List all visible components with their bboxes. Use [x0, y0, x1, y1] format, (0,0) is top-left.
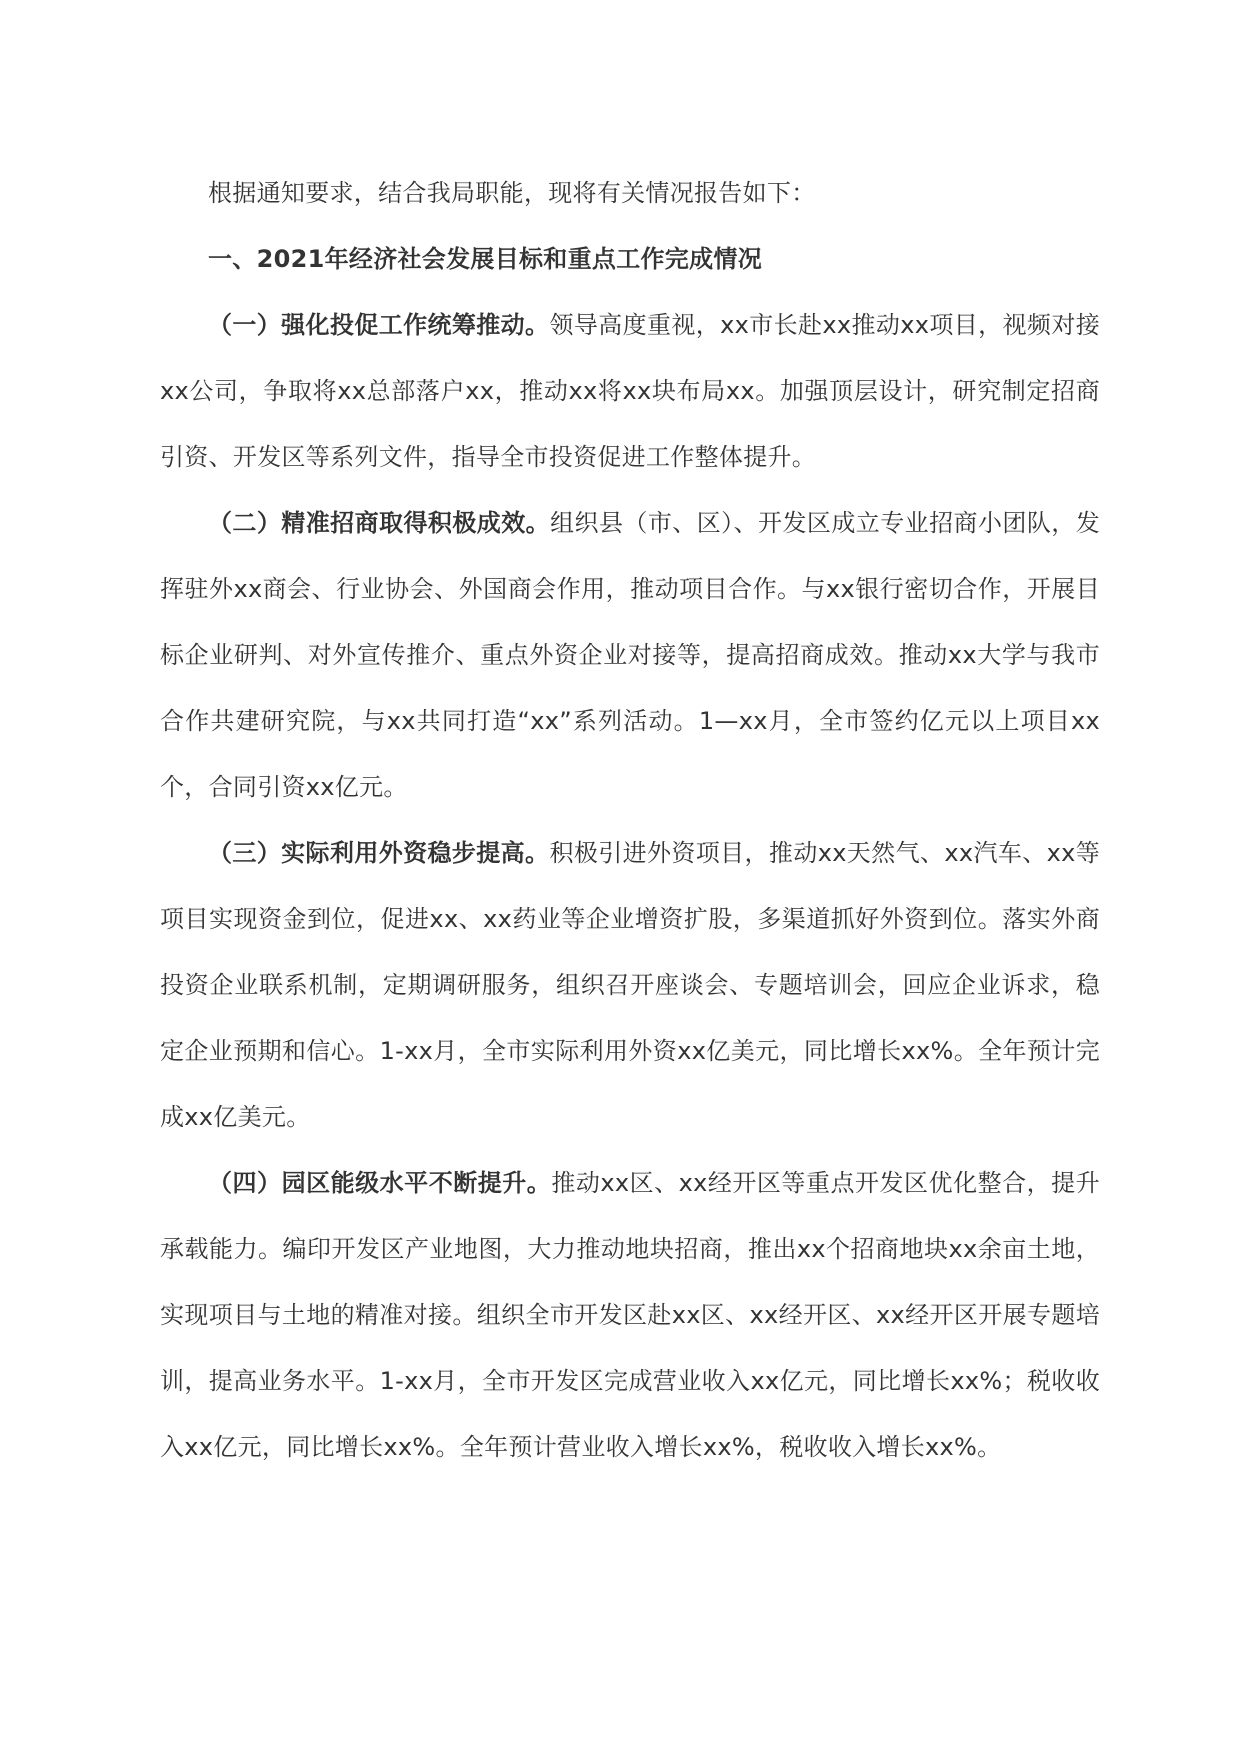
- paragraph-3: [160, 820, 1100, 1150]
- paragraph-3-body: 积极引进外资项目，推动xx天然气、xx汽车、xx等项目实现资金到位，促进xx、xx药业等企业增资扩股，多渠道抓好外资到位。落实外商投资企业联系机制，定期调研服务，组织召开座谈会、专题培训会，回应企业诉求，稳定企业预期和信心。1-xx月，全市实际利用外资xx亿美元，同比增长xx%。全年预计完成xx亿美元。: [160, 839, 1101, 1131]
- document-body: [160, 160, 1100, 1480]
- paragraph-4-lead: （四）园区能级水平不断提升。: [208, 1169, 552, 1197]
- paragraph-3-lead: （三）实际利用外资稳步提高。: [208, 839, 550, 867]
- paragraph-1: [160, 292, 1100, 490]
- paragraph-4: [160, 1150, 1100, 1480]
- paragraph-1-body: 领导高度重视，xx市长赴xx推动xx项目，视频对接xx公司，争取将xx总部落户xx，推动xx将xx块布局xx。加强顶层设计，研究制定招商引资、开发区等系列文件，指导全市投资促进工作整体提升。: [160, 311, 1101, 471]
- intro-paragraph: 根据通知要求，结合我局职能，现将有关情况报告如下：: [208, 179, 816, 207]
- paragraph-2-body: 组织县（市、区）、开发区成立专业招商小团队，发挥驻外xx商会、行业协会、外国商会作用，推动项目合作。与xx银行密切合作，开展目标企业研判、对外宣传推介、重点外资企业对接等，提高招商成效。推动xx大学与我市合作共建研究院，与xx共同打造“xx”系列活动。1—xx月，全市签约亿元以上项目xx个，合同引资xx亿元。: [160, 509, 1100, 801]
- paragraph-1-lead: （一）强化投促工作统筹推动。: [208, 311, 550, 339]
- section-heading: 一、2021年经济社会发展目标和重点工作完成情况: [208, 245, 762, 273]
- paragraph-4-body: 推动xx区、xx经开区等重点开发区优化整合，提升承载能力。编印开发区产业地图，大力推动地块招商，推出xx个招商地块xx余亩土地，实现项目与土地的精准对接。组织全市开发区赴xx区、xx经开区、xx经开区开展专题培训，提高业务水平。1-xx月，全市开发区完成营业收入xx亿元，同比增长xx%；税收收入xx亿元，同比增长xx%。全年预计营业收入增长xx%，税收收入增长xx%。: [160, 1169, 1100, 1461]
- paragraph-2: [160, 490, 1100, 820]
- paragraph-2-lead: （二）精准招商取得积极成效。: [208, 509, 551, 537]
